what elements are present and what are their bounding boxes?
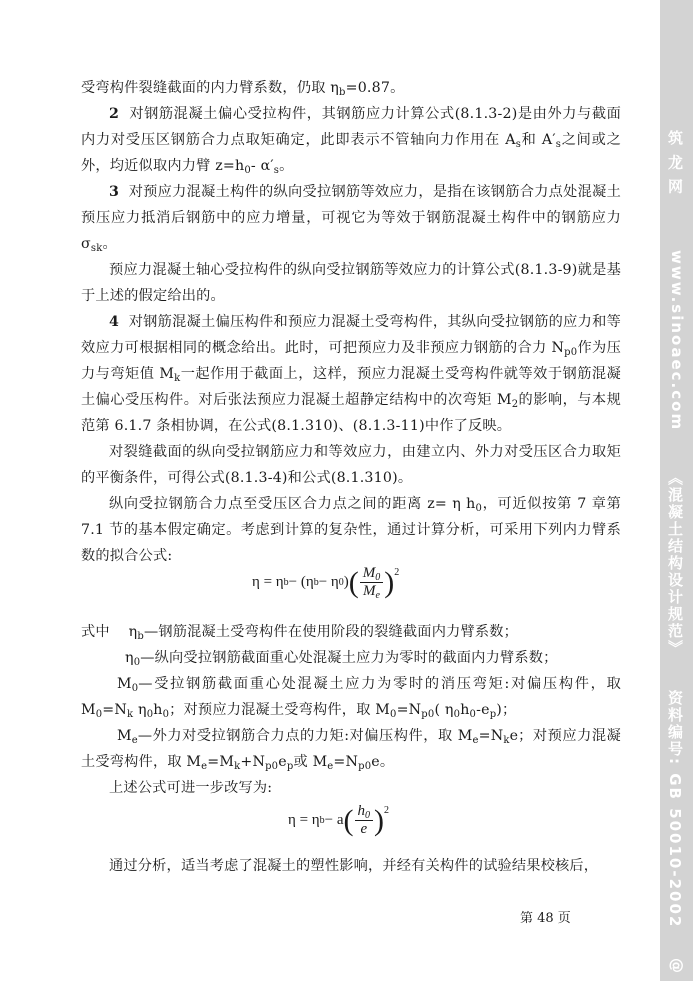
definition-eta-b: 式中 $\eta_b—$钢筋混凝土受弯构件在使用阶段的裂缝截面内力臂系数； [81, 624, 519, 642]
paragraph-item-2: 2 对钢筋混凝土偏心受拉构件，其钢筋应力计算公式(8.1.3-2)是由外力与截面内力对受压区钢筋合力点取矩确定，此即表示不管轴向力作用在 $A_s$和 $A'_s$之间或之外，均近似取内力臂 $z=h_0-$ $\alpha'_s$。 [81, 106, 622, 176]
paragraph-item-4: 4 对钢筋混凝土偏压构件和预应力混凝土受弯构件，其纵向受拉钢筋的应力和等效应力可根据相同的概念给出。此时，可把预应力及非预应力钢筋的合力 $N_{p0}$作为压力与弯矩值 $M_k$一起作用于截面上，这样，预应力混凝土受弯构件就等效于钢筋混凝土偏心受压构件。对后张法预应力混凝土超静定结构中的次弯矩 $M_2$的影响，与本规范第 6.1.7 条相协调，在公式(8.1.310)、(8.1.3-11)中作了反映。 [81, 314, 621, 434]
paragraph-equilibrium: 对裂缝截面的纵向受拉钢筋应力和等效应力，由建立内、外力对受压区合力取矩的平衡条件，可得公式(8.1.3-4)和公式(8.1.310)。 [81, 444, 621, 486]
sidebar-watermark [660, 0, 693, 981]
definition-m0: $M_0—$受拉钢筋截面重心处混凝土应力为零时的消压弯矩:对偏压构件，取 $M_0=N_k$ $\eta_0h_0$；对预应力混凝土受弯构件，取 $M_0=N_{p0}$( $\eta_0h_0-e_p$)； [81, 676, 621, 720]
paragraph-axial-tension: 预应力混凝土轴心受拉构件的纵向受拉钢筋等效应力的计算公式(8.1.3-9)就是基于上述的假定给出的。 [81, 262, 621, 304]
paragraph-analysis: 通过分析，适当考虑了混凝土的塑性影响，并经有关构件的试验结果校核后， [109, 858, 599, 874]
equation-lever-arm-simplified: η = η b − a ( $\frac{h_0}{e}$ ) 2 [288, 803, 390, 837]
sidebar-at-mark: @ [668, 958, 686, 975]
paragraph-lever-arm-coefficient: 受弯构件裂缝截面的内力臂系数，仍取 $\eta_b=0.87$。 [81, 80, 405, 98]
sidebar-url: www.sinoaec.com [668, 250, 686, 432]
sidebar-book-title: 《混凝土结构设计规范》 [666, 470, 684, 657]
paragraph-lever-arm-distance: 纵向受拉钢筋合力点至受压区合力点之间的距离 z= η $h_0$，可近似按第 7 章第 7.1 节的基本假定确定。考虑到计算的复杂性，通过计算分析，可采用下列内力臂系数的拟合公式: [81, 496, 621, 564]
fraction-m0-over-me: $\frac{M_0}{M_e}$ [360, 565, 384, 600]
equation-lever-arm-fit: η = η b − (η b − η 0 ) ( $\frac{M_0}{M_e}$ ) 2 [252, 565, 400, 601]
definition-me: $M_e—$外力对受拉钢筋合力点的力矩:对偏压构件，取 $M_e=N_ke$；对预应力混凝土受弯构件，取 $M_e=M_k+N_{p0}e_p$或 $M_e=N_{p0}e$。 [81, 728, 621, 772]
fraction-h0-over-e: $\frac{h_0}{e}$ [355, 803, 374, 838]
page-number: 第 48 页 [520, 911, 571, 926]
sidebar-site-name: 筑 龙 网 [666, 130, 684, 196]
sidebar-doc-code: 资料编号: GB 50010-2002 [666, 690, 684, 929]
paragraph-rewrite: 上述公式可进一步改写为: [109, 780, 273, 796]
paragraph-item-3: 3 对预应力混凝土构件的纵向受拉钢筋等效应力，是指在该钢筋合力点处混凝土预压应力抵消后钢筋中的应力增量，可视它为等效于钢筋混凝土构件中的钢筋应力 $\sigma_{sk}$。 [81, 184, 621, 254]
definition-eta-0: $\eta_0—$纵向受拉钢筋截面重心处混凝土应力为零时的截面内力臂系数； [125, 650, 558, 668]
